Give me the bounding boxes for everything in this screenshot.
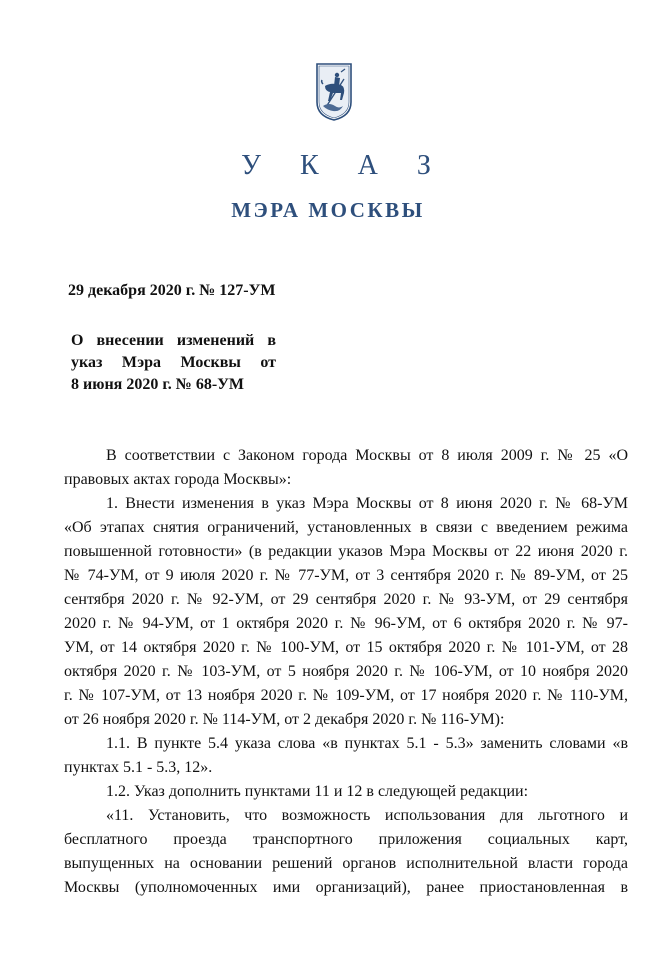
body-line: г. № 107-УМ, от 13 ноября 2020 г. № 109-УМ, от 17 ноября 2020 г. № 110-УМ, xyxy=(64,687,628,704)
body-line: «11. Установить, что возможность использования для льготного и xyxy=(106,807,628,824)
body-line: от 26 ноября 2020 г. № 114-УМ, от 2 декабря 2020 г. № 116-УМ): xyxy=(64,711,505,728)
subject-line: указ Мэра Москвы от xyxy=(71,354,276,371)
decree-title: У К А З xyxy=(241,150,447,181)
body-line: 2020 г. № 94-УМ, от 1 октября 2020 г. № 96-УМ, от 6 октября 2020 г. № 97- xyxy=(64,615,628,632)
moscow-coat-of-arms-icon xyxy=(315,62,353,122)
decree-date-number: 29 декабря 2020 г. № 127-УМ xyxy=(68,282,276,299)
body-line: выпущенных на основании решений органов исполнительной власти города xyxy=(64,855,628,872)
decree-subject xyxy=(71,330,276,396)
body-line: пунктах 5.1 - 5.3, 12». xyxy=(64,759,213,776)
body-line: правовых актах города Москвы»: xyxy=(64,471,292,488)
decree-body xyxy=(64,444,628,900)
body-line: 1.2. Указ дополнить пунктами 11 и 12 в следующей редакции: xyxy=(106,783,529,800)
body-line: «Об этапах снятия ограничений, установленных в связи с введением режима xyxy=(64,519,628,536)
body-line: В соответствии с Законом города Москвы от 8 июля 2009 г. № 25 «О xyxy=(106,447,628,464)
body-line: Москвы (уполномоченных ими организаций), ранее приостановленная в xyxy=(64,879,628,896)
body-line: октября 2020 г. № 103-УМ, от 5 ноября 2020 г. № 106-УМ, от 10 ноября 2020 xyxy=(64,663,628,680)
decree-issuer: МЭРА МОСКВЫ xyxy=(231,198,425,222)
body-line: № 74-УМ, от 9 июля 2020 г. № 77-УМ, от 3 сентября 2020 г. № 89-УМ, от 25 xyxy=(64,567,628,584)
body-line: бесплатного проезда транспортного приложения социальных карт, xyxy=(64,831,628,848)
body-line: повышенной готовности» (в редакции указов Мэра Москвы от 22 июня 2020 г. xyxy=(64,543,628,560)
body-line: УМ, от 14 октября 2020 г. № 100-УМ, от 15 октября 2020 г. № 101-УМ, от 28 xyxy=(64,639,628,656)
subject-line: О внесении изменений в xyxy=(71,332,276,349)
body-line: сентября 2020 г. № 92-УМ, от 29 сентября 2020 г. № 93-УМ, от 29 сентября xyxy=(64,591,628,608)
body-line: 1. Внести изменения в указ Мэра Москвы от 8 июня 2020 г. № 68-УМ xyxy=(106,495,628,512)
subject-line: 8 июня 2020 г. № 68-УМ xyxy=(71,376,245,393)
body-line: 1.1. В пункте 5.4 указа слова «в пунктах 5.1 - 5.3» заменить словами «в xyxy=(106,735,628,752)
